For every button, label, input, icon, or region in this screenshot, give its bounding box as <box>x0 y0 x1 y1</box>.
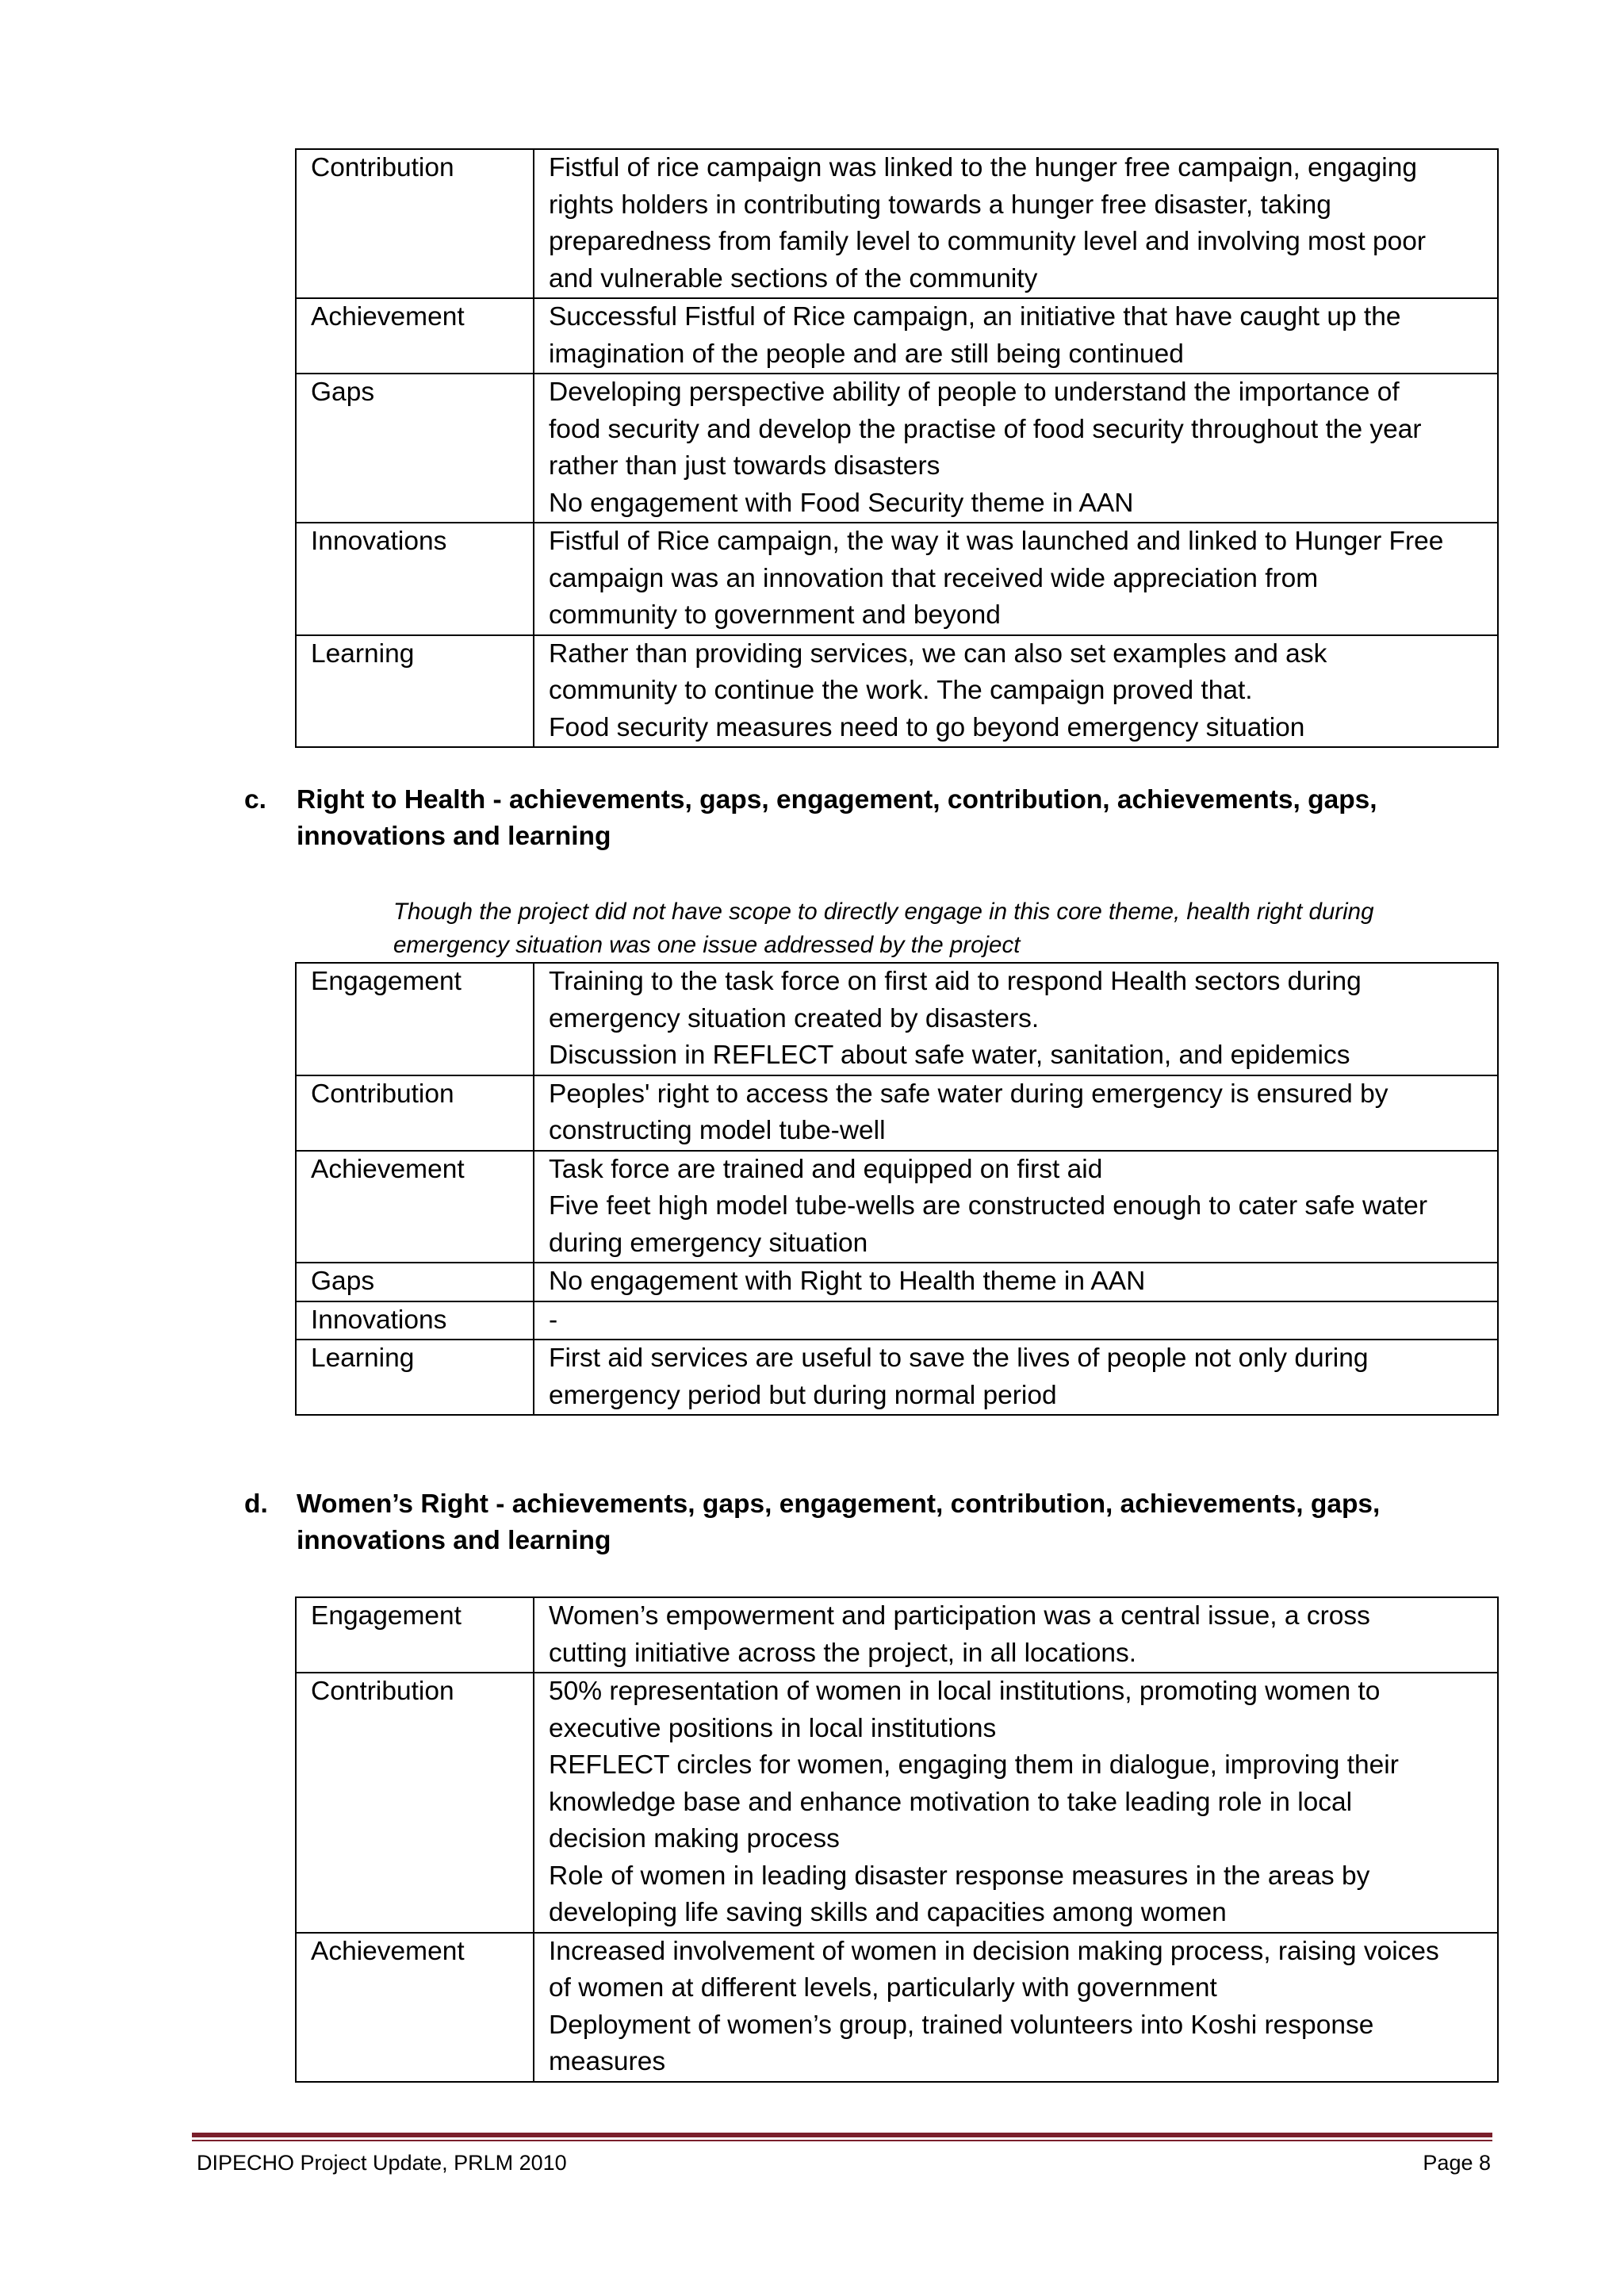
text-line: rights holders in contributing towards a hunger free disaster, taking <box>549 190 1331 220</box>
note-line: Though the project did not have scope to directly engage in this core theme, health right during <box>393 899 1374 925</box>
table-row <box>296 963 1498 1075</box>
row-label: Gaps <box>296 374 534 523</box>
text-line: No engagement with Food Security theme in AAN <box>549 488 1134 518</box>
table-row <box>296 1340 1498 1415</box>
table-row <box>296 1301 1498 1340</box>
row-text <box>534 963 1498 1075</box>
text-line: preparedness from family level to community level and involving most poor <box>549 227 1426 256</box>
text-line: developing life saving skills and capacities among women <box>549 1898 1227 1927</box>
text-line: Five feet high model tube-wells are constructed enough to cater safe water <box>549 1191 1427 1221</box>
row-label: Gaps <box>296 1263 534 1301</box>
table-row <box>296 1075 1498 1151</box>
row-text <box>534 1301 1498 1340</box>
text-line: Food security measures need to go beyond emergency situation <box>549 712 1305 742</box>
row-text <box>534 635 1498 748</box>
row-text <box>534 149 1498 298</box>
text-line: Successful Fistful of Rice campaign, an initiative that have caught up the <box>549 302 1401 332</box>
row-text <box>534 298 1498 374</box>
text-line: Discussion in REFLECT about safe water, sanitation, and epidemics <box>549 1041 1350 1070</box>
row-text <box>534 1263 1498 1301</box>
text-line: Peoples' right to access the safe water during emergency is ensured by <box>549 1079 1388 1109</box>
text-line: constructing model tube-well <box>549 1116 886 1145</box>
row-label: Achievement <box>296 1151 534 1263</box>
text-line: Rather than providing services, we can also set examples and ask <box>549 638 1327 669</box>
section-heading-line: innovations and learning <box>297 822 611 851</box>
text-line: food security and develop the practise of food security throughout the year <box>549 414 1422 444</box>
row-label: Engagement <box>296 963 534 1075</box>
row-text <box>534 1151 1498 1263</box>
text-line: and vulnerable sections of the community <box>549 263 1038 293</box>
row-label: Contribution <box>296 149 534 298</box>
table-row <box>296 1263 1498 1301</box>
text-line: during emergency situation <box>549 1228 868 1258</box>
table-row <box>296 1673 1498 1933</box>
text-line: First aid services are useful to save the lives of people not only during <box>549 1343 1369 1373</box>
section-heading-line: Women’s Right - achievements, gaps, engagement, contribution, achievements, gaps, <box>297 1489 1381 1519</box>
footer-document-title: DIPECHO Project Update, PRLM 2010 <box>197 2151 567 2175</box>
row-text <box>534 1340 1498 1415</box>
text-line: Increased involvement of women in decision making process, raising voices <box>549 1936 1439 1966</box>
text-line: - <box>549 1305 558 1335</box>
section-heading-line: Right to Health - achievements, gaps, engagement, contribution, achievements, gaps, <box>297 785 1377 815</box>
table-row <box>296 1933 1498 2082</box>
text-line: imagination of the people and are still being continued <box>549 339 1184 369</box>
row-label: Innovations <box>296 1301 534 1340</box>
row-text <box>534 1597 1498 1673</box>
text-line: executive positions in local institutions <box>549 1713 997 1743</box>
text-line: Developing perspective ability of people to understand the importance of <box>549 378 1400 407</box>
row-label: Achievement <box>296 298 534 374</box>
text-line: Role of women in leading disaster response measures in the areas by <box>549 1861 1370 1891</box>
section-letter: d. <box>244 1489 268 1519</box>
text-line: emergency period but during normal period <box>549 1380 1057 1410</box>
footer-rule-thin <box>192 2140 1492 2141</box>
text-line: community to continue the work. The campaign proved that. <box>549 676 1253 705</box>
row-label: Innovations <box>296 523 534 635</box>
text-line: of women at different levels, particularly with government <box>549 1973 1217 2003</box>
text-line: Fistful of rice campaign was linked to the hunger free campaign, engaging <box>549 153 1417 182</box>
food-security-table <box>295 148 1499 748</box>
table-row <box>296 298 1498 374</box>
row-text <box>534 1673 1498 1933</box>
text-line: 50% representation of women in local institutions, promoting women to <box>549 1677 1381 1706</box>
table-row <box>296 523 1498 635</box>
text-line: community to government and beyond <box>549 600 1001 630</box>
note-line: emergency situation was one issue addressed by the project <box>393 932 1021 958</box>
table-row <box>296 1597 1498 1673</box>
section-c-note <box>393 895 1503 962</box>
table-row <box>296 149 1498 298</box>
row-label: Achievement <box>296 1933 534 2082</box>
section-letter: c. <box>244 785 266 815</box>
footer-page-number: Page 8 <box>1423 2151 1491 2175</box>
text-line: Deployment of women’s group, trained volunteers into Koshi response <box>549 2010 1374 2040</box>
womens-right-table <box>295 1596 1499 2083</box>
text-line: Training to the task force on first aid to respond Health sectors during <box>549 967 1362 996</box>
table-row <box>296 1151 1498 1263</box>
text-line: cutting initiative across the project, in all locations. <box>549 1638 1137 1668</box>
text-line: No engagement with Right to Health theme in AAN <box>549 1267 1146 1296</box>
text-line: campaign was an innovation that received wide appreciation from <box>549 563 1319 593</box>
row-text <box>534 374 1498 523</box>
text-line: Fistful of Rice campaign, the way it was launched and linked to Hunger Free <box>549 527 1444 556</box>
row-label: Learning <box>296 1340 534 1415</box>
table-row <box>296 374 1498 523</box>
section-heading-line: innovations and learning <box>297 1526 611 1555</box>
right-to-health-table <box>295 962 1499 1416</box>
table-row <box>296 635 1498 748</box>
row-label: Engagement <box>296 1597 534 1673</box>
footer-rule <box>192 2133 1492 2137</box>
row-text <box>534 523 1498 635</box>
text-line: measures <box>549 2047 666 2076</box>
text-line: knowledge base and enhance motivation to take leading role in local <box>549 1787 1353 1817</box>
text-line: decision making process <box>549 1824 840 1853</box>
text-line: REFLECT circles for women, engaging them in dialogue, improving their <box>549 1750 1399 1780</box>
row-label: Contribution <box>296 1673 534 1933</box>
text-line: Women’s empowerment and participation was a central issue, a cross <box>549 1601 1370 1631</box>
text-line: Task force are trained and equipped on first aid <box>549 1154 1103 1184</box>
text-line: emergency situation created by disasters. <box>549 1003 1040 1033</box>
row-label: Contribution <box>296 1075 534 1151</box>
text-line: rather than just towards disasters <box>549 451 940 481</box>
row-text <box>534 1075 1498 1151</box>
row-label: Learning <box>296 635 534 748</box>
row-text <box>534 1933 1498 2082</box>
